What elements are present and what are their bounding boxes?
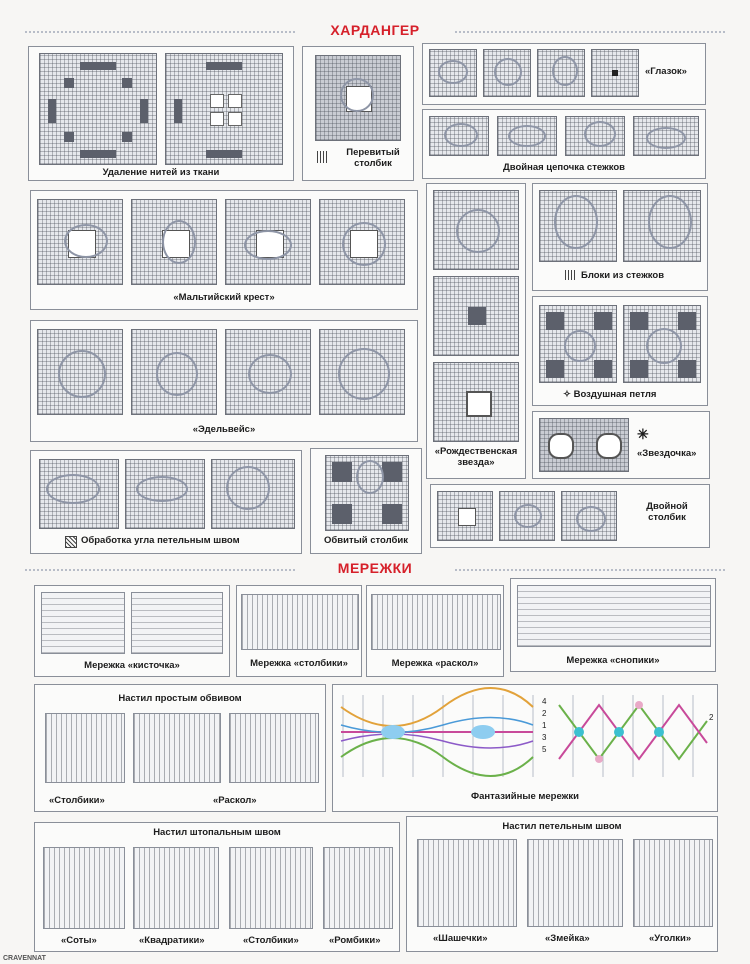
- diagram-corner-2: [125, 459, 205, 529]
- caption-kvadratiki: «Квадратики»: [139, 935, 205, 946]
- column-legend-icon: [317, 151, 329, 163]
- section-title-hardanger: ХАРДАНГЕР: [0, 22, 750, 38]
- panel-thread-removal: [28, 46, 294, 181]
- diagram-star-3: [433, 362, 519, 442]
- diagram-stolbiki2: [229, 847, 313, 929]
- caption-stolbiki2: «Столбики»: [243, 935, 299, 946]
- caption-thread-removal: Удаление нитей из ткани: [102, 167, 220, 178]
- caption-wrapped-column: Обвитый столбик: [324, 535, 408, 546]
- blocks-legend-icon: [565, 270, 577, 280]
- title-darning: Настил штопальным швом: [153, 827, 281, 838]
- caption-air-loop-text: Воздушная петля: [573, 389, 657, 400]
- diagram-ugolki: [633, 839, 713, 927]
- diagram-star-2: [433, 276, 519, 356]
- diagram-chain-2: [497, 116, 557, 156]
- panel-asterisk: [532, 411, 710, 479]
- title-simple-wrap: Настил простым обвивом: [118, 693, 242, 704]
- diagram-double-column-1: [437, 491, 493, 541]
- panel-twisted-column: [302, 46, 414, 181]
- diagram-star-1: [433, 190, 519, 270]
- fantasy-number-2: 2: [542, 709, 547, 718]
- panel-wrapped-column: [310, 448, 422, 554]
- caption-corner-buttonhole: Обработка угла петельным швом: [81, 535, 240, 546]
- panel-split: [366, 585, 504, 677]
- diagram-eyelet-1: [429, 49, 477, 97]
- diagram-eyelet-4: [591, 49, 639, 97]
- panel-maltese-cross: [30, 190, 418, 310]
- panel-stitch-blocks: [532, 183, 708, 291]
- diagram-columns: [241, 594, 359, 650]
- panel-sheaves: [510, 578, 716, 672]
- caption-rombiki: «Ромбики»: [329, 935, 381, 946]
- diagram-simple-wrap-2: [133, 713, 221, 783]
- diagram-removal-2: [165, 53, 283, 165]
- air-loop-icon: ✧: [563, 389, 574, 400]
- diagram-blocks-1: [539, 190, 617, 262]
- caption-shashechki: «Шашечки»: [433, 933, 488, 944]
- diagram-chain-4: [633, 116, 699, 156]
- fantasy-number-5: 5: [542, 745, 547, 754]
- caption-twisted-column: Перевитый столбик: [346, 147, 400, 169]
- diagram-kvadratiki: [133, 847, 219, 929]
- diagram-tassel-1: [41, 592, 125, 654]
- diagram-zmeyka: [527, 839, 623, 927]
- panel-edelweiss: [30, 320, 418, 442]
- diagram-twisted-column: [315, 55, 401, 141]
- diagram-shashechki: [417, 839, 517, 927]
- caption-split: Мережка «раскол»: [391, 658, 479, 669]
- diagram-corner-3: [211, 459, 295, 529]
- diagram-corner-1: [39, 459, 119, 529]
- diagram-double-column-2: [499, 491, 555, 541]
- fantasy-number-4: 3: [542, 733, 547, 742]
- caption-soty: «Соты»: [61, 935, 97, 946]
- diagram-simple-wrap-3: [229, 713, 319, 783]
- diagram-maltese-2: [131, 199, 217, 285]
- caption-double-chain: Двойная цепочка стежков: [502, 162, 626, 173]
- caption-christmas-star: «Рождественская звезда»: [434, 446, 518, 468]
- caption-tassel: Мережка «кисточка»: [84, 660, 180, 671]
- panel-darning: [34, 822, 400, 952]
- diagram-wrapped-column: [325, 455, 409, 531]
- diagram-edelweiss-2: [131, 329, 217, 415]
- footer-credit: CRAVENNAT: [3, 955, 46, 962]
- panel-simple-wrap: [34, 684, 326, 812]
- fantasy-number-right: 2: [709, 713, 714, 722]
- caption-stitch-blocks: Блоки из стежков: [581, 270, 665, 281]
- diagram-eyelet-3: [537, 49, 585, 97]
- panel-double-column: [430, 484, 710, 548]
- caption-double-column: Двойной столбик: [646, 501, 688, 523]
- panel-eyelet: [422, 43, 706, 105]
- caption-eyelet: «Глазок»: [645, 66, 687, 77]
- corner-legend-icon: [65, 536, 77, 548]
- diagram-soty: [43, 847, 125, 929]
- caption-raskol: «Раскол»: [213, 795, 257, 806]
- panel-tassel: [34, 585, 230, 677]
- diagram-removal-1: [39, 53, 157, 165]
- panel-fantasy: [332, 684, 718, 812]
- panel-columns: [236, 585, 362, 677]
- panel-christmas-star: [426, 183, 526, 479]
- panel-air-loop: [532, 296, 708, 406]
- caption-sheaves: Мережка «снопики»: [566, 655, 660, 666]
- fantasy-number-3: 1: [542, 721, 547, 730]
- diagram-air-loop-2: [623, 305, 701, 383]
- diagram-asterisk: [539, 418, 629, 472]
- diagram-blocks-2: [623, 190, 701, 262]
- diagram-chain-3: [565, 116, 625, 156]
- caption-air-loop: [563, 389, 656, 400]
- diagram-eyelet-2: [483, 49, 531, 97]
- diagram-sheaves: [517, 585, 711, 647]
- title-buttonhole: Настил петельным швом: [502, 821, 622, 832]
- fantasy-number-1: 4: [542, 697, 547, 706]
- diagram-air-loop-1: [539, 305, 617, 383]
- diagram-rombiki: [323, 847, 393, 929]
- diagram-maltese-1: [37, 199, 123, 285]
- diagram-edelweiss-3: [225, 329, 311, 415]
- diagram-split: [371, 594, 501, 650]
- section-title-merezhki: МЕРЕЖКИ: [0, 560, 750, 576]
- caption-maltese-cross: «Мальтийский крест»: [173, 292, 275, 303]
- caption-ugolki: «Уголки»: [649, 933, 692, 944]
- caption-zmeyka: «Змейка»: [545, 933, 590, 944]
- caption-asterisk: «Звездочка»: [637, 448, 697, 459]
- diagram-chain-1: [429, 116, 489, 156]
- diagram-maltese-4: [319, 199, 405, 285]
- diagram-double-column-3: [561, 491, 617, 541]
- diagram-simple-wrap-1: [45, 713, 125, 783]
- caption-edelweiss: «Эдельвейс»: [192, 424, 256, 435]
- diagram-edelweiss-4: [319, 329, 405, 415]
- panel-buttonhole: [406, 816, 718, 952]
- diagram-maltese-3: [225, 199, 311, 285]
- caption-columns: Мережка «столбики»: [250, 658, 348, 669]
- panel-corner-buttonhole: [30, 450, 302, 554]
- asterisk-icon: ✳: [637, 426, 649, 442]
- caption-fantasy: Фантазийные мережки: [471, 791, 579, 802]
- caption-stolbiki: «Столбики»: [49, 795, 105, 806]
- diagram-edelweiss-1: [37, 329, 123, 415]
- panel-double-chain: [422, 109, 706, 179]
- diagram-tassel-2: [131, 592, 223, 654]
